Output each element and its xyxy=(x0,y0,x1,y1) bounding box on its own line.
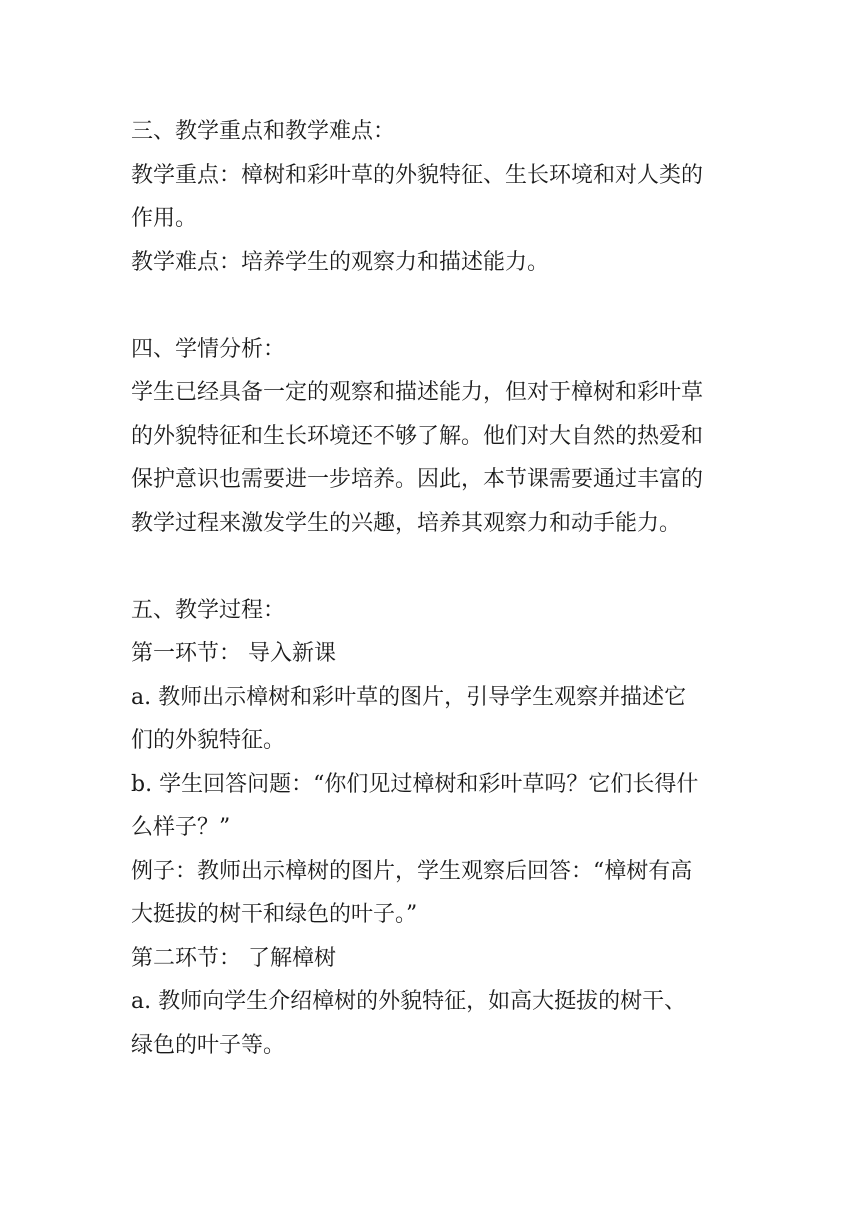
step1-item-b-line-1: b. 学生回答问题：“你们见过樟树和彩叶草吗？它们长得什 xyxy=(131,771,699,797)
step2-item-a-line-1: a. 教师向学生介绍樟树的外貌特征，如高大挺拔的树干、 xyxy=(131,989,687,1014)
section-heading-student-analysis: 四、学情分析： xyxy=(131,336,286,362)
section-heading-focus-difficulty: 三、教学重点和教学难点： xyxy=(131,119,396,144)
section-heading-teaching-process: 五、教学过程： xyxy=(131,597,286,623)
example-line-2: 大挺拔的树干和绿色的叶子。” xyxy=(131,902,418,927)
student-analysis-line: 学生已经具备一定的观察和描述能力，但对于樟树和彩叶草 xyxy=(131,380,704,405)
step1-title: 第一环节： 导入新课 xyxy=(131,641,336,666)
student-analysis-line: 保护意识也需要进一步培养。因此，本节课需要通过丰富的 xyxy=(131,467,704,492)
student-analysis-line: 教学过程来激发学生的兴趣，培养其观察力和动手能力。 xyxy=(131,510,682,536)
document-body xyxy=(131,110,731,1067)
student-analysis-line: 的外貌特征和生长环境还不够了解。他们对大自然的热爱和 xyxy=(131,423,704,449)
section-spacer xyxy=(131,545,731,589)
step2-item-a-line-2: 绿色的叶子等。 xyxy=(131,1032,286,1058)
teaching-focus-line-1: 教学重点：樟树和彩叶草的外貌特征、生长环境和对人类的 xyxy=(131,162,704,188)
teaching-focus-line-2: 作用。 xyxy=(131,206,198,231)
step1-item-a-line-1: a. 教师出示樟树和彩叶草的图片，引导学生观察并描述它 xyxy=(131,684,687,710)
step2-title: 第二环节： 了解樟树 xyxy=(131,945,336,971)
step1-item-b-line-2: 么样子？” xyxy=(131,815,231,840)
step1-item-a-line-2: 们的外貌特征。 xyxy=(131,728,286,753)
teaching-difficulty: 教学难点：培养学生的观察力和描述能力。 xyxy=(131,249,550,275)
section-spacer xyxy=(131,284,731,328)
example-line-1: 例子：教师出示樟树的图片，学生观察后回答：“樟树有高 xyxy=(131,858,693,884)
